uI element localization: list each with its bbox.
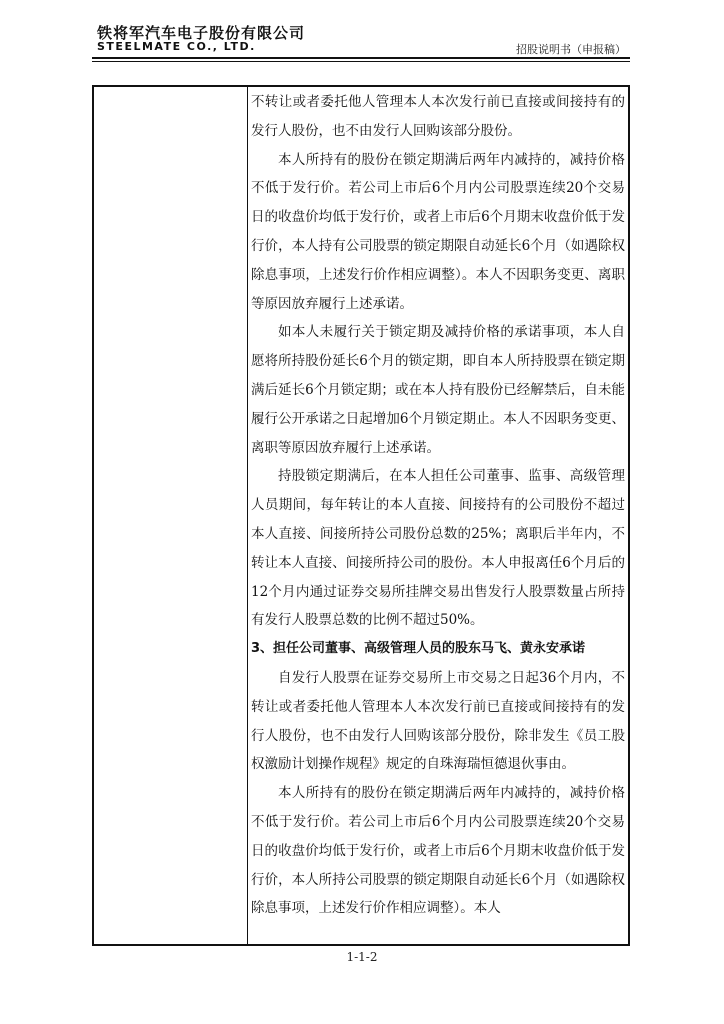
paragraph: 本人所持有的股份在锁定期满后两年内减持的，减持价格不低于发行价。若公司上市后6个月内公司股票连续20个交易日的收盘价均低于发行价，或者上市后6个月期末收盘价低于发行价，本人持有公司股票的锁定期限自动延长6个月（如遇除权除息事项，上述发行价作相应调整）。本人不因职务变更、离职等原因放弃履行上述承诺。 (251, 151, 625, 312)
paragraph: 不转让或者委托他人管理本人本次发行前已直接或间接持有的发行人股份，也不由发行人回购该部分股份。 (251, 94, 625, 139)
header-rule-thin (92, 61, 630, 62)
document-type: 招股说明书（申报稿） (516, 43, 626, 56)
paragraph: 自发行人股票在证券交易所上市交易之日起36个月内，不转让或者委托他人管理本人本次发行前已直接或间接持有的发行人股份，也不由发行人回购该部分股份，除非发生《员工股权激励计划操作规程》规定的自珠海瑞恒德退伙事由。 (251, 669, 625, 773)
paragraph: 如本人未履行关于锁定期及减持价格的承诺事项，本人自愿将所持股份延长6个月的锁定期，即自本人所持股票在锁定期满后延长6个月锁定期；或在本人持有股份已经解禁后，自未能履行公开承诺之日起增加6个月锁定期止。本人不因职务变更、离职等原因放弃履行上述承诺。 (251, 324, 625, 456)
company-name-cn: 铁将军汽车电子股份有限公司 (97, 24, 306, 42)
column-divider (247, 87, 248, 944)
paragraph: 持股锁定期满后，在本人担任公司董事、监事、高级管理人员期间，每年转让的本人直接、间接持有的公司股份不超过本人直接、间接所持公司股份总数的25%；离职后半年内，不转让本人直接、间接所持公司的股份。本人申报离任6个月后的12个月内通过证券交易所挂牌交易出售发行人股票数量占所持有发行人股票总数的比例不超过50%。 (251, 468, 625, 629)
paragraph: 本人所持有的股份在锁定期满后两年内减持的，减持价格不低于发行价。若公司上市后6个月内公司股票连续20个交易日的收盘价均低于发行价，或者上市后6个月期末收盘价低于发行价，本人所持公司股票的锁定期限自动延长6个月（如遇除权除息事项，上述发行价作相应调整）。本人 (251, 785, 625, 917)
section-heading: 3、担任公司董事、高级管理人员的股东马飞、黄永安承诺 (251, 641, 586, 657)
commitment-text-cell (251, 88, 625, 923)
header-rule-thick (92, 57, 630, 59)
company-name-en: STEELMATE CO., LTD. (97, 40, 256, 53)
page-number: 1-1-2 (346, 950, 378, 964)
content-table (92, 85, 630, 946)
